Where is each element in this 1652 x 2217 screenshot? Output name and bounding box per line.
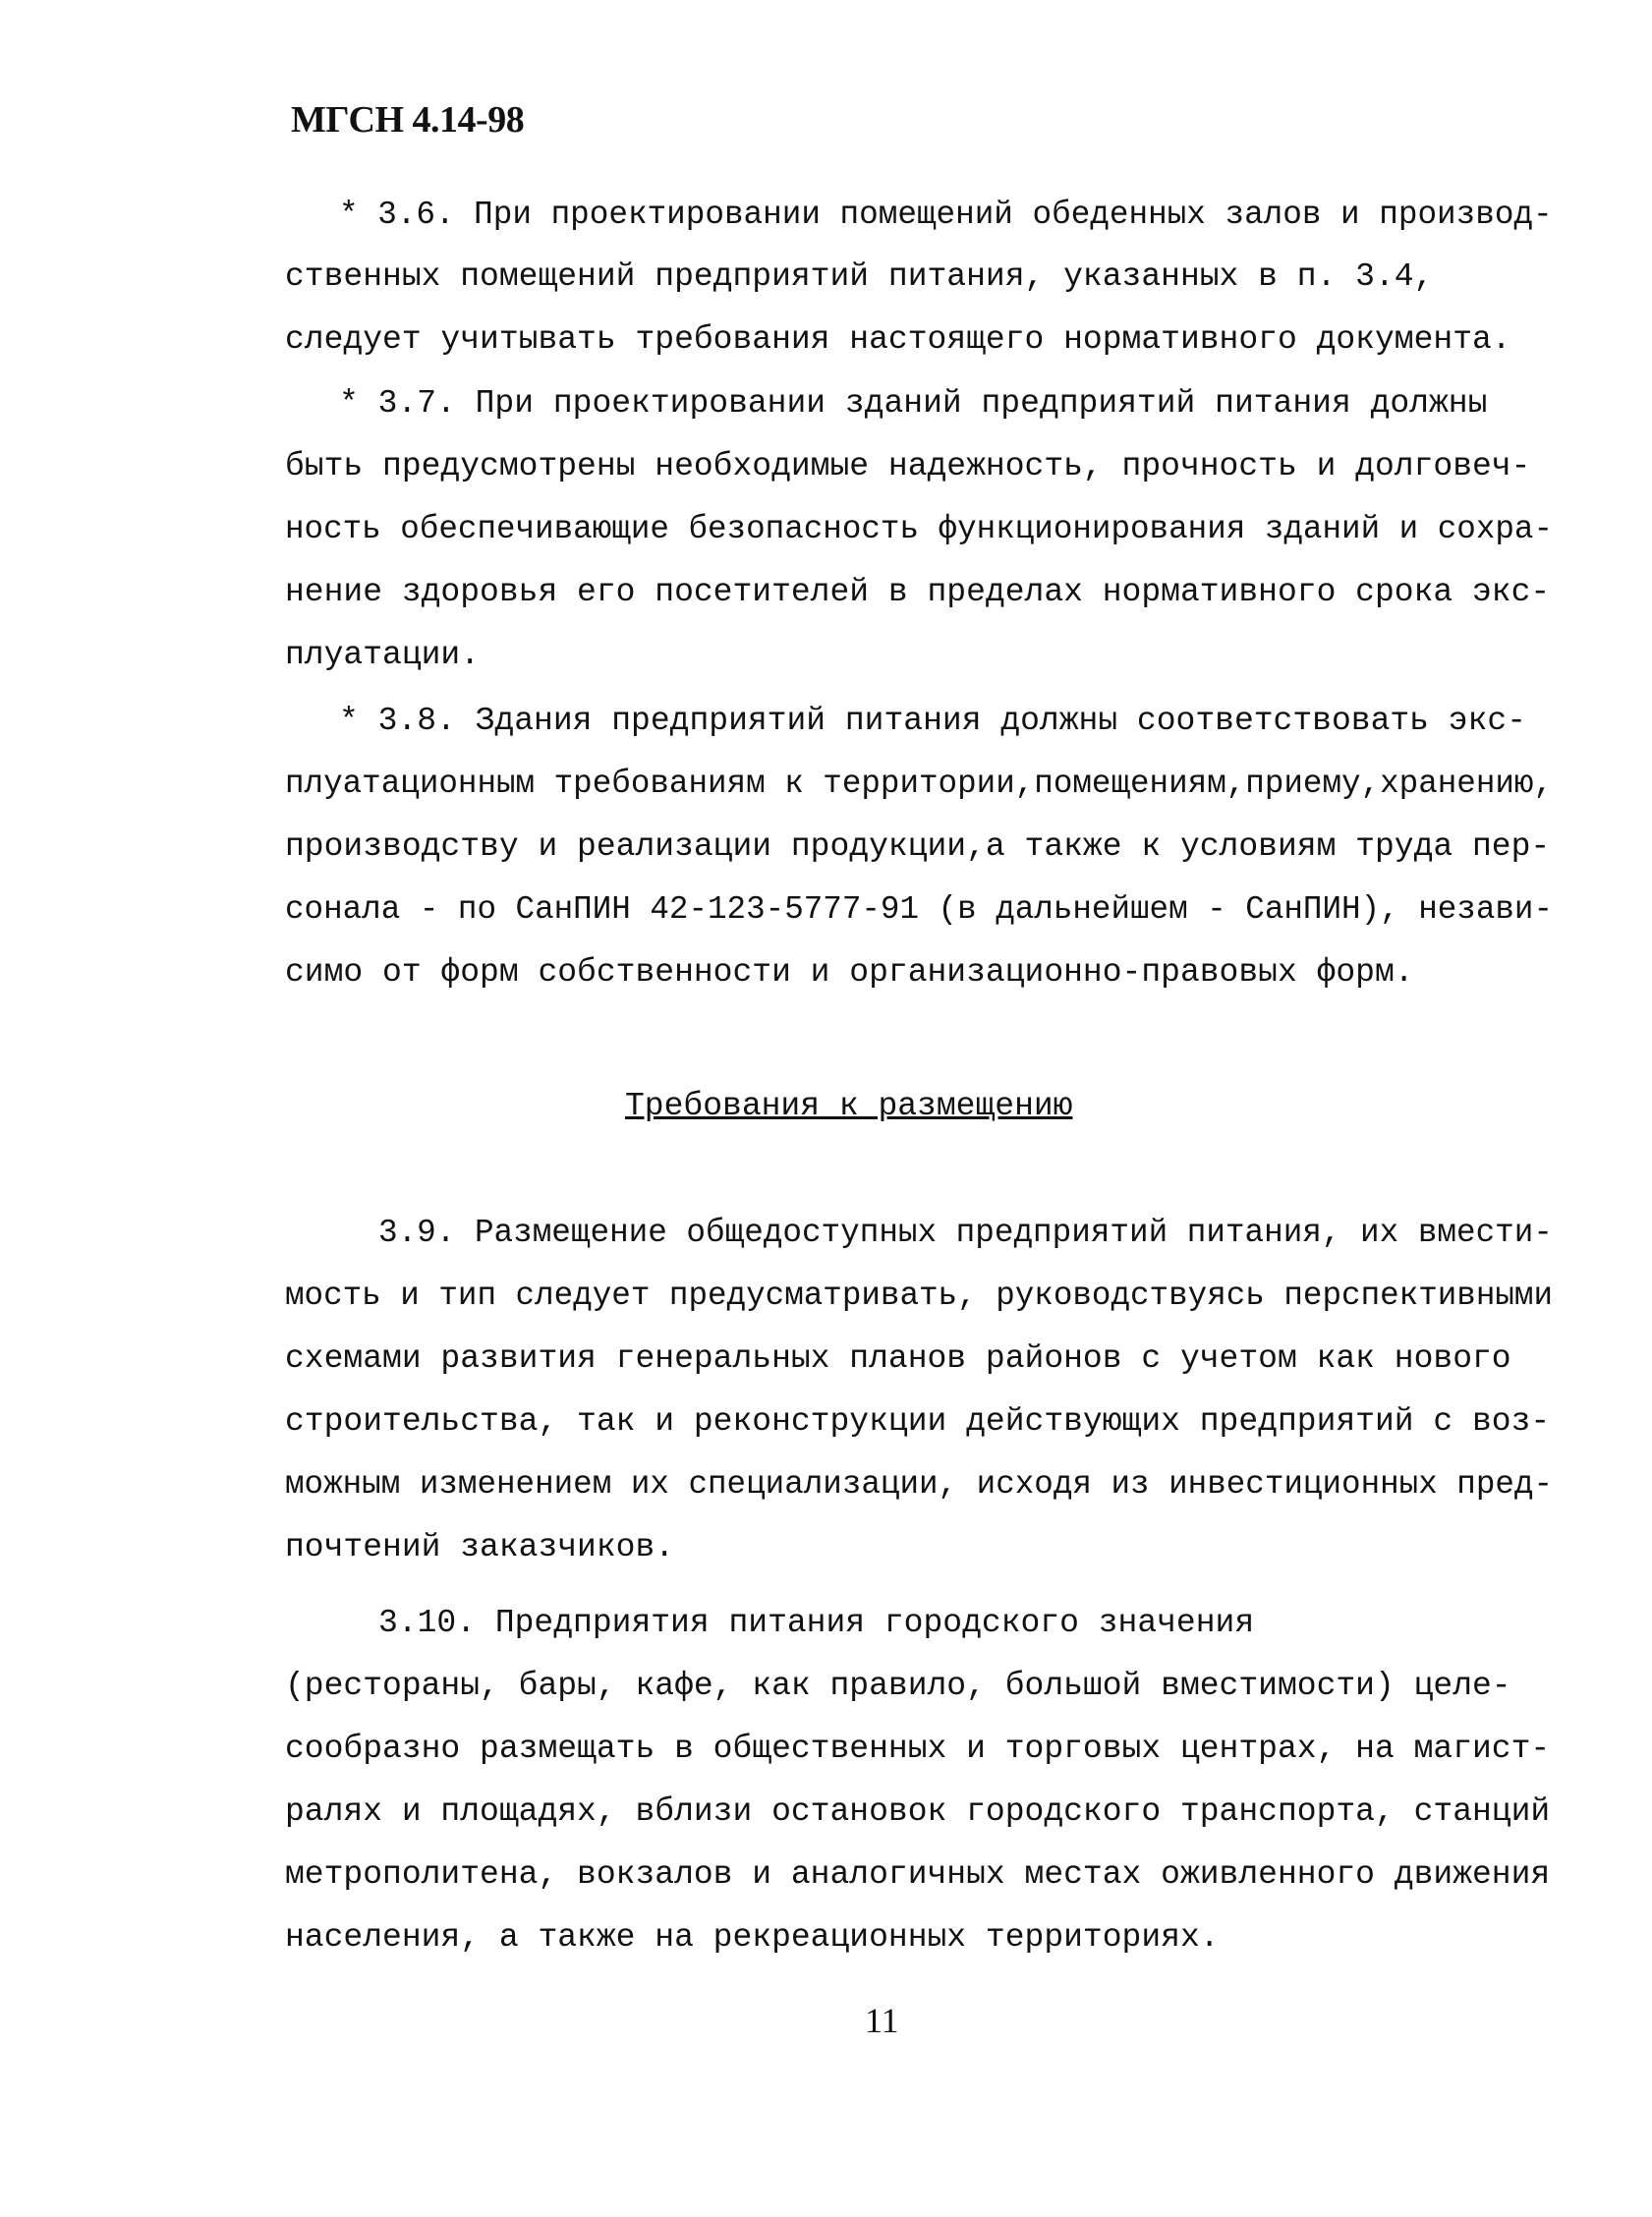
text-line: населения, а также на рекреационных территориях. <box>285 1919 1220 1956</box>
text-line: ность обеспечивающие безопасность функционирования зданий и сохра- <box>285 511 1554 547</box>
text-line: сообразно размещать в общественных и торговых центрах, на магист- <box>285 1731 1551 1767</box>
text-line: следует учитывать требования настоящего нормативного документа. <box>285 321 1511 358</box>
text-line: плуатации. <box>285 637 481 673</box>
text-line: плуатационным требованиям к территории,помещениям,приему,хранению, <box>285 766 1554 802</box>
text-line: * 3.7. При проектировании зданий предприятий питания должны <box>339 385 1488 422</box>
text-line: строительства, так и реконструкции действующих предприятий с воз- <box>285 1403 1551 1440</box>
document-code: МГСН 4.14-98 <box>291 99 525 141</box>
text-line: ственных помещений предприятий питания, указанных в п. 3.4, <box>285 258 1434 295</box>
text-line: быть предусмотрены необходимые надежность, прочность и долговеч- <box>285 448 1531 484</box>
text-line: нение здоровья его посетителей в пределах нормативного срока экс- <box>285 574 1551 610</box>
text-line: 3.9. Размещение общедоступных предприятий питания, их вмести- <box>378 1215 1553 1251</box>
text-line: * 3.8. Здания предприятий питания должны соответствовать экс- <box>339 703 1526 739</box>
text-line: 3.10. Предприятия питания городского значения <box>378 1605 1255 1641</box>
text-line: схемами развития генеральных планов районов с учетом как нового <box>285 1340 1511 1377</box>
section-heading: Требования к размещению <box>625 1088 1073 1124</box>
text-line: ралях и площадях, вблизи остановок городского транспорта, станций <box>285 1793 1551 1830</box>
text-line: * 3.6. При проектировании помещений обеденных залов и производ- <box>339 197 1553 233</box>
text-line: почтений заказчиков. <box>285 1529 675 1565</box>
text-line: метрополитена, вокзалов и аналогичных местах оживленного движения <box>285 1856 1551 1893</box>
text-line: (рестораны, бары, кафе, как правило, большой вместимости) целе- <box>285 1668 1511 1704</box>
text-line: можным изменением их специализации, исходя из инвестиционных пред- <box>285 1466 1554 1503</box>
page-number: 11 <box>865 2001 899 2040</box>
text-line: сонала - по СанПИН 42-123-5777-91 (в дальнейшем - СанПИН), незави- <box>285 891 1554 928</box>
text-line: симо от форм собственности и организационно-правовых форм. <box>285 954 1414 991</box>
text-line: производству и реализации продукции,а также к условиям труда пер- <box>285 828 1551 865</box>
text-line: мость и тип следует предусматривать, руководствуясь перспективными <box>285 1278 1554 1314</box>
